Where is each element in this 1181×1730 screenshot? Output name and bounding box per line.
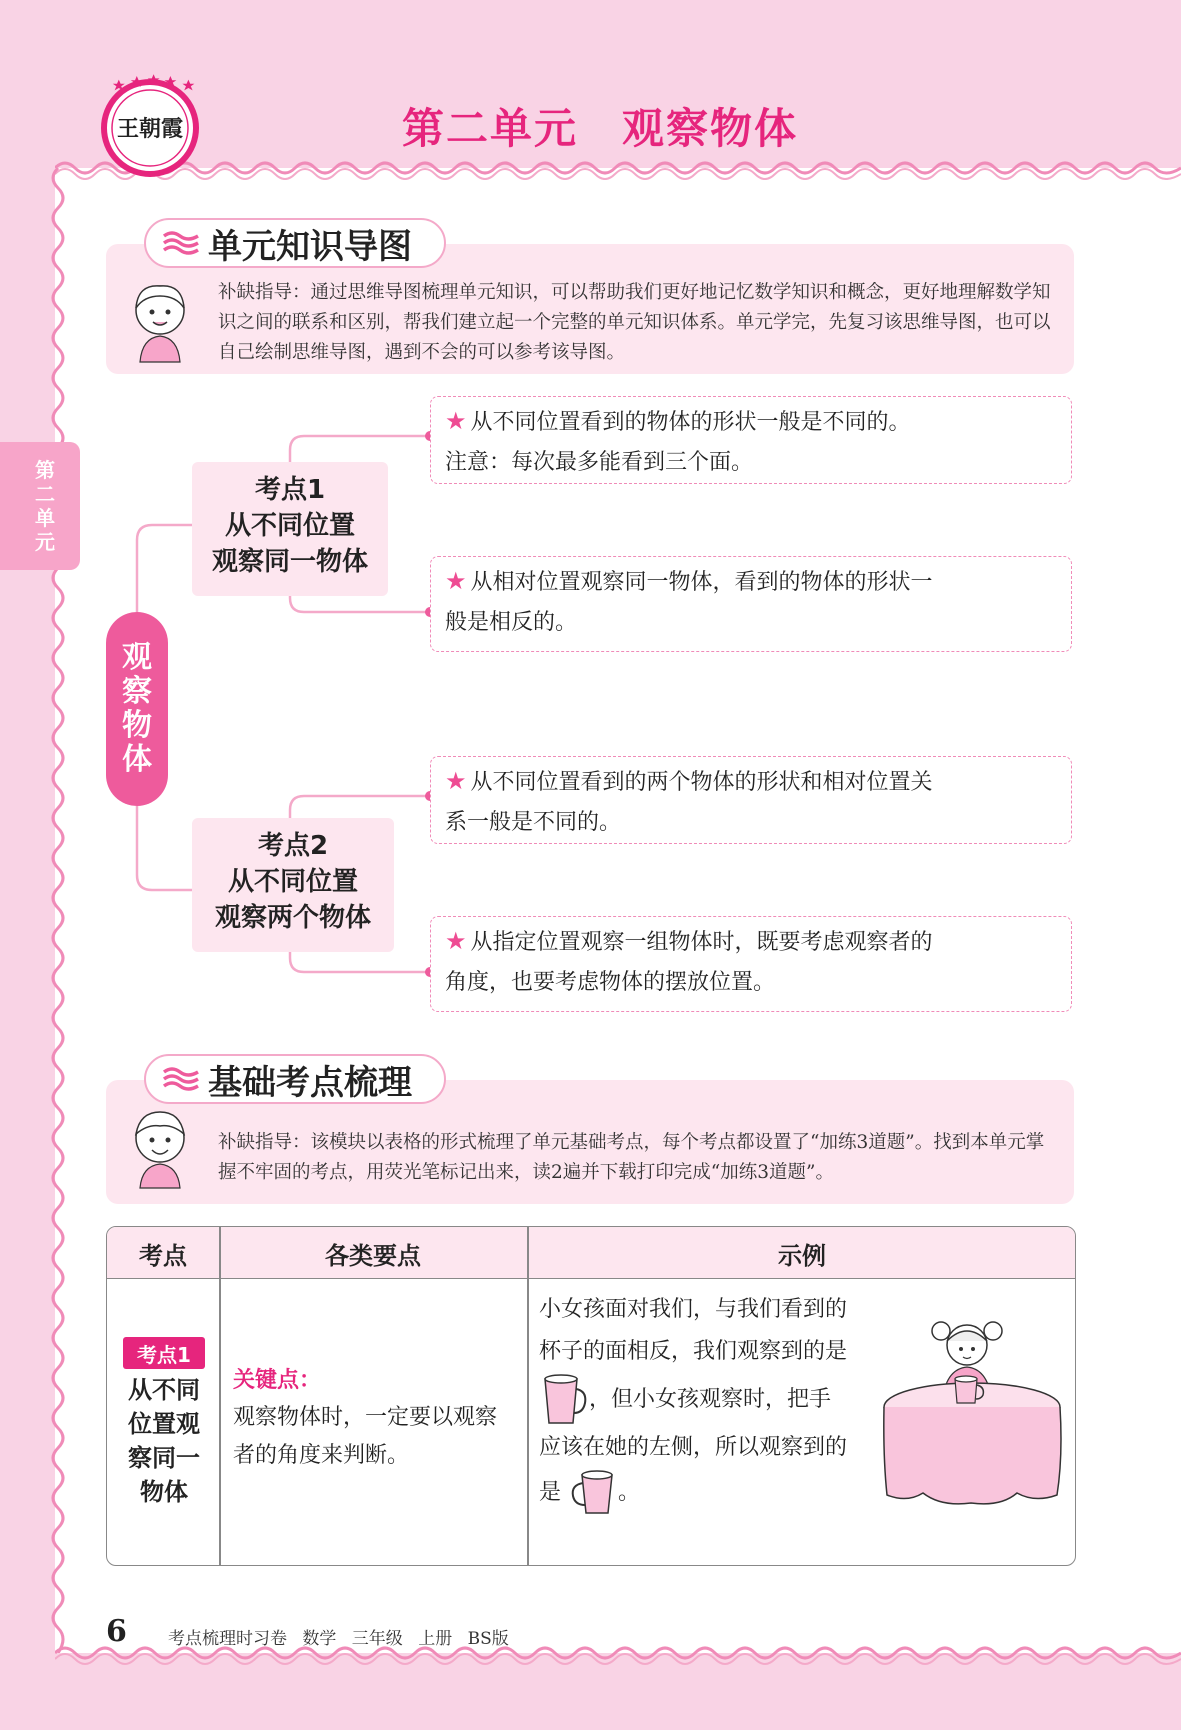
example-part: 小女孩面对我们，与我们看到的杯子的面相反，我们观察到的是 [539,1297,848,1364]
leaf-text: 注意：每次最多能看到三个面。 [445,450,754,475]
node-line: 从不同位置 [224,511,355,541]
table-header-cell: 示例 [778,1241,826,1270]
guide-text-1: 补缺指导：通过思维导图梳理单元知识，可以帮助我们更好地记忆数学知识和概念，更好地理解数学知识之间的联系和区别，帮我们建立起一个完整的单元知识体系。单元学完，先复习该思维导图，也可以自己绘制思维导图，遇到不会的可以参考该导图。 [218,282,1051,363]
page-title: 第二单元 观察物体 [401,104,798,153]
side-tab-char: 二 [35,482,55,506]
node-label: 考点1 [254,475,326,505]
mindmap-leaf-4 [430,916,1072,1012]
brand-logo [96,70,204,178]
guide-text-2: 补缺指导：该模块以表格的形式梳理了单元基础考点，每个考点都设置了“加练3道题”。找到本单元掌握不牢固的考点，用荧光笔标记出来，读2遍并下载打印完成“加练3道题”。 [218,1132,1045,1183]
table-divider [527,1227,529,1565]
root-char: 物 [122,708,152,743]
top-wave-border [55,156,1181,180]
side-tab-char: 第 [35,458,55,482]
example-part: 。 [618,1480,641,1505]
footer-text: 考点梳理时习卷 数学 三年级 上册 BS版 [168,1629,509,1649]
node-line: 观察两个物体 [214,903,371,933]
topic-line: 物体 [140,1478,188,1506]
section-header-2 [144,1054,446,1104]
cup-handle-left-icon [568,1469,618,1517]
star-icon: ★ [445,407,467,435]
section-title-2: 基础考点梳理 [208,1062,412,1103]
leaf-text: 从指定位置观察一组物体时，既要考虑观察者的 [470,930,933,955]
node-label: 考点2 [257,831,329,861]
page-number: 6 [106,1614,127,1649]
topic-line: 察同一 [128,1444,200,1472]
node-line: 观察同一物体 [211,547,368,577]
boy-avatar-icon [120,1100,200,1190]
cup-handle-right-icon [539,1373,589,1427]
mindmap-root [106,612,168,806]
root-char: 观 [122,640,152,675]
topic-text [115,1373,213,1509]
leaf-text: 系一般是不同的。 [445,810,622,835]
topic-line: 从不同 [128,1376,200,1404]
girl-table-illustration [877,1307,1067,1527]
mindmap-node-2 [192,818,394,952]
key-point-label: 关键点： [233,1368,322,1393]
side-tab-char: 元 [35,530,55,554]
example-part: ，但小女孩观察时，把手应该在她的左侧，所以观察到的是 [539,1387,848,1505]
side-tab-char: 单 [35,506,55,530]
section-title-1: 单元知识导图 [208,226,412,267]
knowledge-table [106,1226,1076,1566]
table-header-cell: 考点 [139,1241,187,1270]
star-icon: ★ [445,767,467,795]
table-divider [219,1227,221,1565]
example-text [539,1289,849,1517]
waves-icon [162,1066,200,1092]
left-wave-border [47,168,69,1653]
leaf-text: 从不同位置看到的物体的形状一般是不同的。 [470,410,911,435]
leaf-text: 从不同位置看到的两个物体的形状和相对位置关 [470,770,933,795]
section-header-1 [144,218,446,268]
star-icon: ★ [445,567,467,595]
leaf-text: 角度，也要考虑物体的摆放位置。 [445,970,776,995]
root-char: 察 [122,674,152,709]
girl-avatar-icon [120,274,200,364]
mindmap-node-1 [192,462,388,596]
unit-side-tab [0,442,80,570]
table-header-cell: 各类要点 [325,1241,421,1270]
brand-logo-text: 王朝霞 [116,116,184,142]
mindmap-leaf-1 [430,396,1072,484]
waves-icon [162,230,200,256]
leaf-text: 般是相反的。 [445,610,578,635]
leaf-text: 从相对位置观察同一物体，看到的物体的形状一 [470,570,933,595]
root-char: 体 [122,742,152,777]
topic-line: 位置观 [128,1410,200,1438]
node-line: 从不同位置 [227,867,358,897]
star-icon: ★ [445,927,467,955]
mindmap-leaf-2 [430,556,1072,652]
key-point-text: 观察物体时，一定要以观察者的角度来判断。 [233,1405,498,1468]
topic-badge: 考点1 [123,1337,205,1369]
mindmap-leaf-3 [430,756,1072,844]
